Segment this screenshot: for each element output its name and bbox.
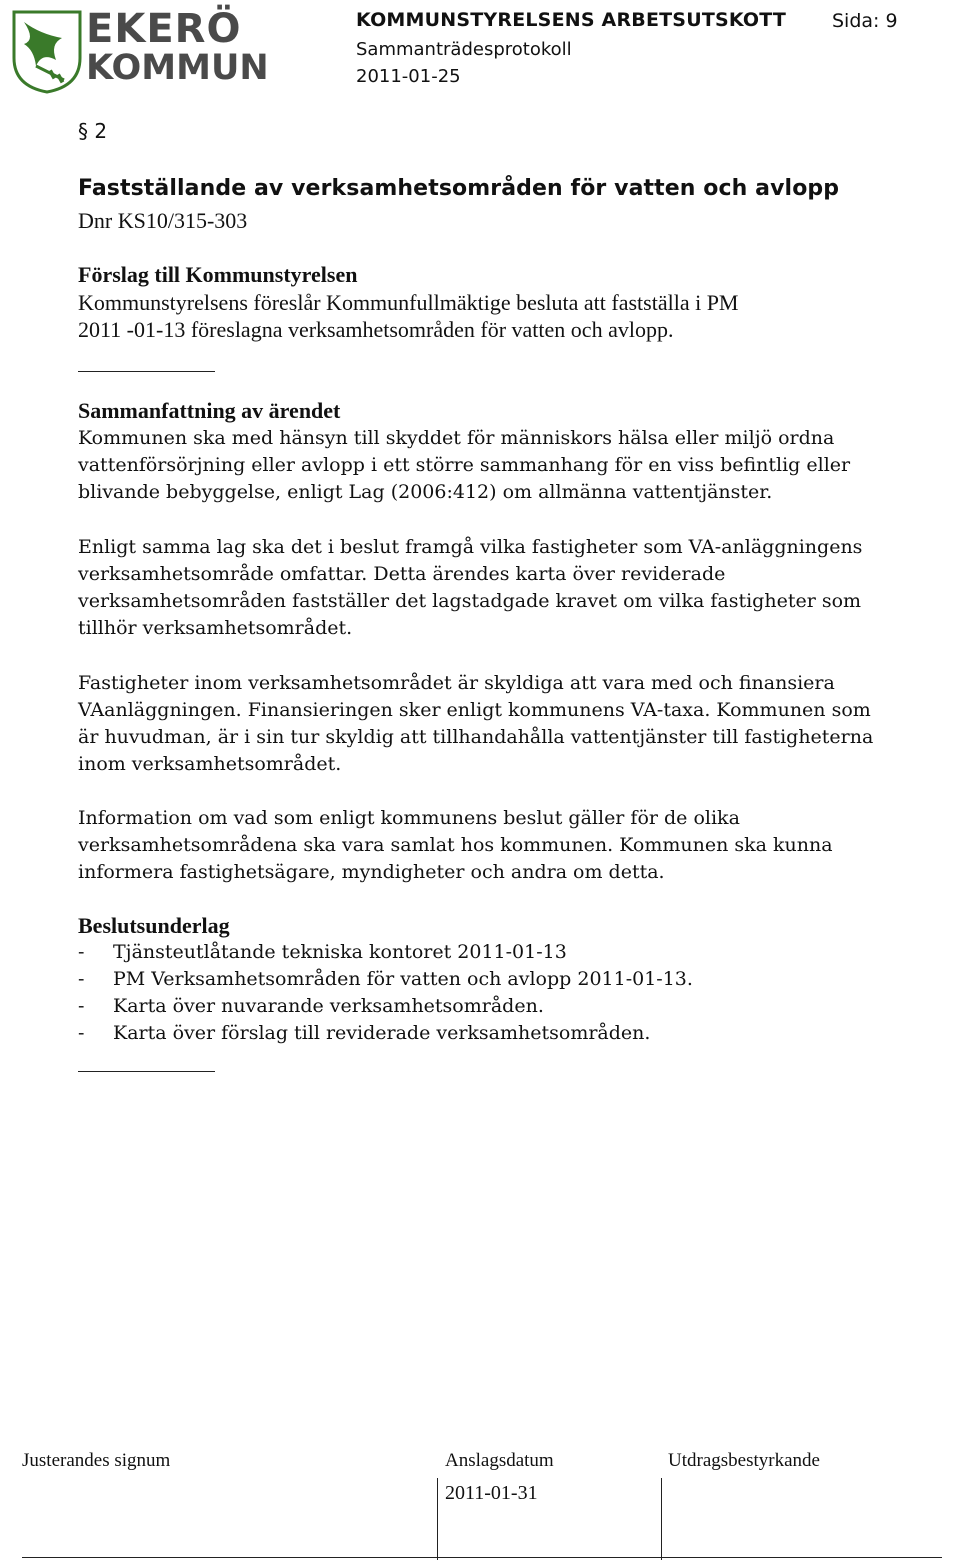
certification-label: Utdragsbestyrkande bbox=[668, 1450, 820, 1471]
meeting-date: 2011-01-25 bbox=[356, 66, 461, 87]
list-item bbox=[78, 995, 544, 1017]
divider bbox=[78, 1071, 215, 1072]
page-title: Fastställande av verksamhetsområden för vatten och avlopp bbox=[78, 176, 840, 201]
list-item bbox=[78, 968, 693, 990]
case-number: Dnr KS10/315-303 bbox=[78, 208, 248, 233]
proposal-line: 2011 -01-13 föreslagna verksamhetsområden för vatten och avlopp. bbox=[78, 317, 674, 342]
summary-p2-line: tillhör verksamhetsområdet. bbox=[78, 617, 353, 639]
proposal-heading: Förslag till Kommunstyrelsen bbox=[78, 262, 358, 287]
footer-divider bbox=[437, 1478, 438, 1560]
summary-p3-line: inom verksamhetsområdet. bbox=[78, 753, 342, 775]
summary-p1-line: Kommunen ska med hänsyn till skyddet för människors hälsa eller miljö ordna bbox=[78, 427, 835, 449]
list-bullet: - bbox=[78, 968, 85, 990]
logo-wordmark-bottom: KOMMUN bbox=[86, 48, 269, 88]
list-item-text: Karta över förslag till reviderade verksamhetsområden. bbox=[113, 1022, 651, 1044]
posting-date-label: Anslagsdatum bbox=[445, 1450, 554, 1471]
summary-heading: Sammanfattning av ärendet bbox=[78, 398, 341, 423]
logo-wordmark-top: EKERÖ bbox=[86, 6, 242, 52]
signature-label: Justerandes signum bbox=[22, 1450, 171, 1471]
document-type: Sammanträdesprotokoll bbox=[356, 39, 572, 60]
proposal-line: Kommunstyrelsens föreslår Kommunfullmäktige besluta att fastställa i PM bbox=[78, 290, 739, 315]
summary-p4-line: verksamhetsområdena ska vara samlat hos kommunen. Kommunen ska kunna bbox=[78, 834, 833, 856]
list-bullet: - bbox=[78, 941, 85, 963]
list-item-text: Karta över nuvarande verksamhetsområden. bbox=[113, 995, 544, 1017]
summary-p2-line: verksamhetsområde omfattar. Detta ärendes karta över reviderade bbox=[78, 563, 726, 585]
list-item-text: Tjänsteutlåtande tekniska kontoret 2011-01-13 bbox=[113, 941, 567, 963]
list-bullet: - bbox=[78, 995, 85, 1017]
list-item bbox=[78, 941, 567, 963]
summary-p3-line: är huvudman, är i sin tur skyldig att tillhandahålla vattentjänster till fastigheterna bbox=[78, 726, 874, 748]
section-number: § 2 bbox=[78, 119, 108, 143]
basis-heading: Beslutsunderlag bbox=[78, 913, 230, 938]
summary-p2-line: verksamhetsområden fastställer det lagstadgade kravet om vilka fastigheter som bbox=[78, 590, 862, 612]
summary-p3-line: Fastigheter inom verksamhetsområdet är skyldiga att vara med och finansiera bbox=[78, 672, 835, 694]
divider bbox=[78, 371, 215, 372]
page-number: Sida: 9 bbox=[832, 10, 898, 32]
summary-p4-line: Information om vad som enligt kommunens beslut gäller för de olika bbox=[78, 807, 740, 829]
footer-divider bbox=[661, 1478, 662, 1560]
footer-rule bbox=[22, 1557, 942, 1558]
posting-date: 2011-01-31 bbox=[445, 1482, 538, 1504]
summary-p4-line: informera fastighetsägare, myndigheter och andra om detta. bbox=[78, 861, 665, 883]
list-item-text: PM Verksamhetsområden för vatten och avlopp 2011-01-13. bbox=[113, 968, 693, 990]
summary-p2-line: Enligt samma lag ska det i beslut framgå vilka fastigheter som VA-anläggningens bbox=[78, 536, 863, 558]
list-item bbox=[78, 1022, 650, 1044]
summary-p1-line: vattenförsörjning eller avlopp i ett större sammanhang för en viss befintlig eller bbox=[78, 454, 851, 476]
summary-p1-line: blivande bebyggelse, enligt Lag (2006:412) om allmänna vattentjänster. bbox=[78, 481, 773, 503]
committee-name: KOMMUNSTYRELSENS ARBETSUTSKOTT bbox=[356, 9, 787, 31]
list-bullet: - bbox=[78, 1022, 85, 1044]
summary-p3-line: VAanläggningen. Finansieringen sker enligt kommunens VA-taxa. Kommunen som bbox=[78, 699, 871, 721]
municipality-logo bbox=[10, 6, 269, 94]
